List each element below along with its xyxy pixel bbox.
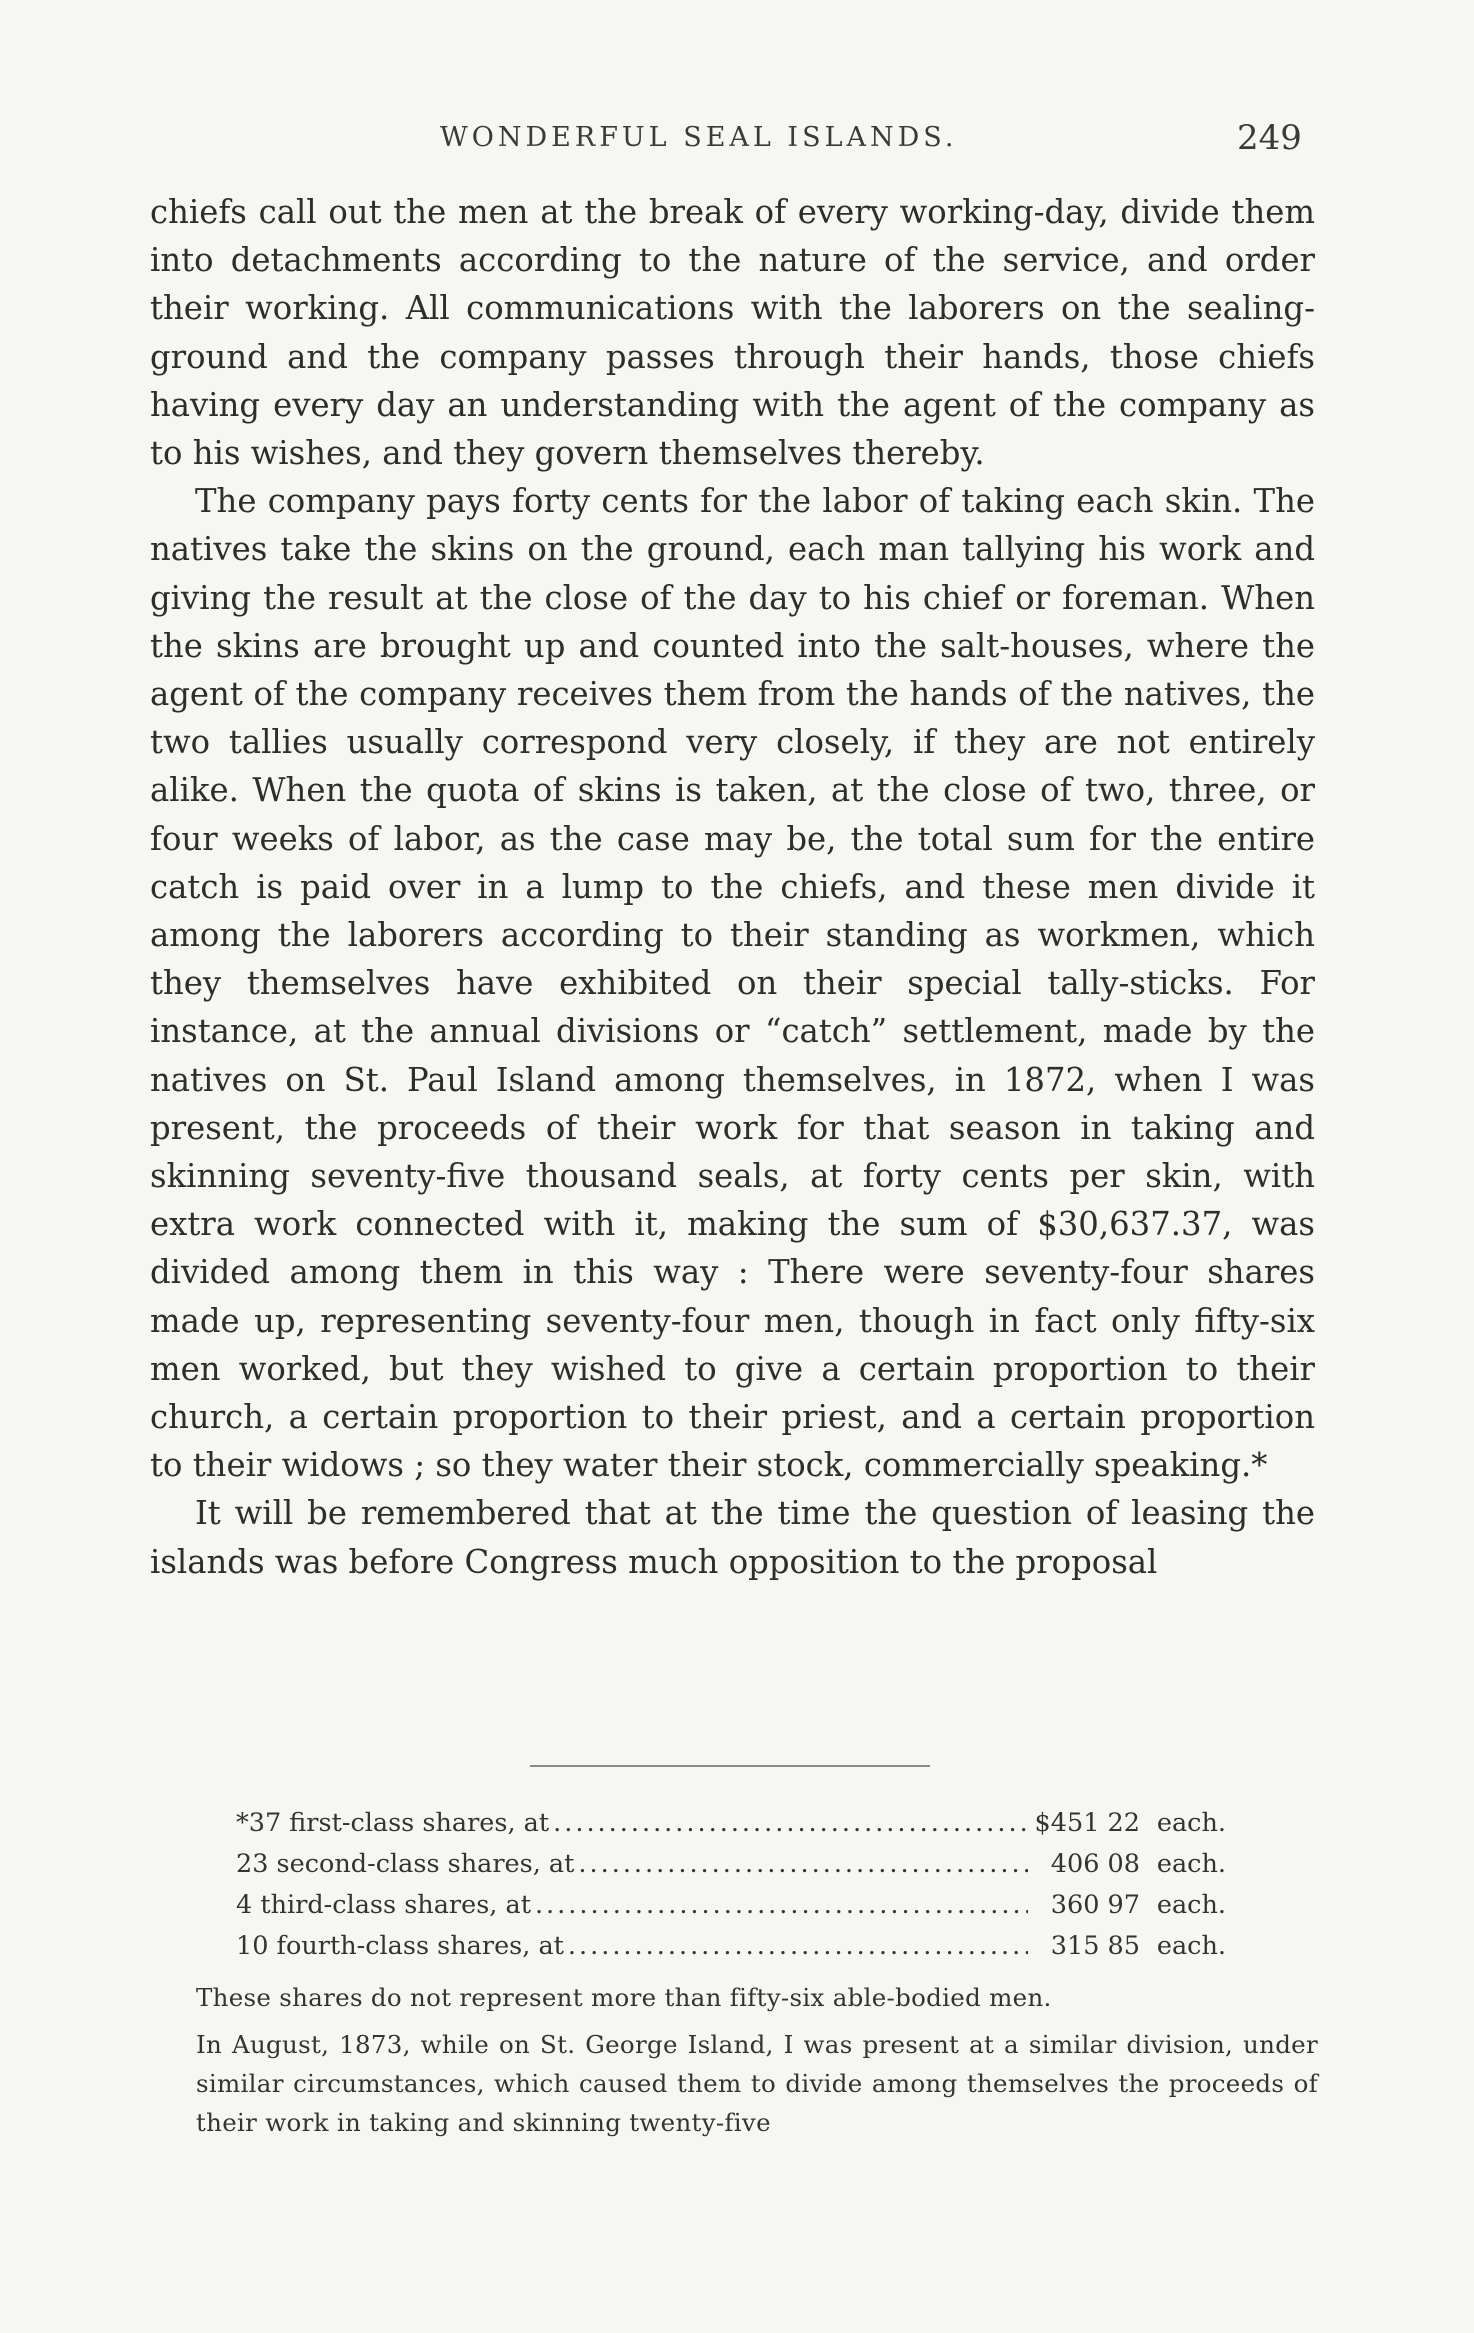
share-label: *37 first-class shares, at — [236, 1808, 550, 1838]
leader-dots — [549, 1803, 1028, 1844]
footnote-paragraph: These shares do not represent more than fifty-six able-bodied men. — [196, 1983, 1052, 2012]
footnote-text — [196, 1978, 1318, 2150]
page-number: 249 — [1237, 118, 1302, 158]
share-row — [236, 1885, 1226, 1926]
share-amount: 406 08 — [1050, 1849, 1140, 1879]
share-unit: each. — [1156, 1931, 1226, 1961]
share-label: 4 third-class shares, at — [236, 1890, 531, 1920]
paragraph-leasing: It will be remembered that at the time the question of leasing the islands was before Congress much opposition to the proposal — [150, 1494, 1315, 1581]
share-unit: each. — [1156, 1849, 1226, 1879]
share-amount: $451 22 — [1034, 1808, 1140, 1838]
footnote-paragraph: In August, 1873, while on St. George Island, I was present at a similar division, under similar circumstances, which caused them to divide among themselves the proceeds of their work in taking and skinning twenty-five — [196, 2030, 1318, 2137]
running-head: WONDERFUL SEAL ISLANDS. — [440, 122, 958, 153]
share-amount: 315 85 — [1050, 1931, 1140, 1961]
share-unit: each. — [1156, 1890, 1226, 1920]
paragraph-company-pays: The company pays forty cents for the labor of taking each skin. The natives take the skins on the ground, each man tallying his work and giving the result at the close of the day to his chief or foreman. When the skins are brought up and counted into the salt-houses, where the agent of the company receives them from the hands of the natives, the two tallies usually correspond very closely, if they are not entirely alike. When the quota of skins is taken, at the close of two, three, or four weeks of labor, as the case may be, the total sum for the entire catch is paid over in a lump to the chiefs, and these men divide it among the laborers according to their standing as workmen, which they themselves have exhibited on their special tally-sticks. For instance, at the annual divisions or “catch” settlement, made by the natives on St. Paul Island among themselves, in 1872, when I was present, the proceeds of their work for that season in taking and skinning seventy-five thousand seals, at forty cents per skin, with extra work connected with it, making the sum of $30,637.37, was divided among them in this way : There were seventy-four shares made up, representing seventy-four men, though in fact only fifty-six men worked, but they wished to give a certain proportion to their church, a certain proportion to their priest, and a certain proportion to their widows ; so they water their stock, commercially speaking.* — [150, 482, 1315, 1485]
share-label: 23 second-class shares, at — [236, 1849, 575, 1879]
leader-dots — [574, 1844, 1028, 1885]
leader-dots — [564, 1926, 1028, 1967]
body-text — [150, 188, 1315, 1586]
share-row — [236, 1803, 1226, 1844]
share-amount: 360 97 — [1050, 1890, 1140, 1920]
share-row — [236, 1844, 1226, 1885]
paragraph-continuation: chiefs call out the men at the break of every working-day, divide them into detachments according to the nature of the service, and order their working. All communications with the laborers on the sealing-ground and the company passes through their hands, those chiefs having every day an understanding with the agent of the company as to his wishes, and they govern themselves thereby. — [150, 193, 1315, 473]
share-label: 10 fourth-class shares, at — [236, 1931, 564, 1961]
leader-dots — [531, 1885, 1028, 1926]
shares-table — [236, 1803, 1226, 1967]
share-row — [236, 1926, 1226, 1967]
share-unit: each. — [1156, 1808, 1226, 1838]
footnote-rule — [530, 1765, 930, 1767]
